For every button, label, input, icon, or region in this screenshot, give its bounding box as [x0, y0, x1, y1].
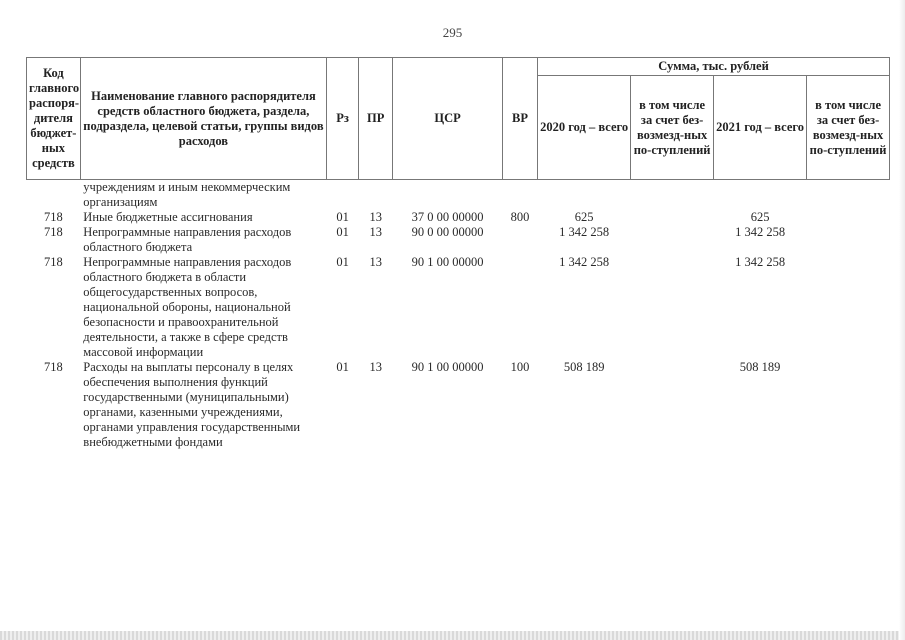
header-name: Наименование главного распорядителя средств областного бюджета, раздела, подраздела, целевой статьи, группы видов расходов — [80, 58, 326, 180]
cell-rz — [327, 180, 359, 211]
cell-pr: 13 — [369, 360, 382, 374]
table-header — [27, 58, 890, 180]
cell-name: Непрограммные направления расходов областного бюджета — [83, 225, 292, 254]
table-row — [27, 180, 890, 211]
cell-csr — [393, 180, 503, 211]
header-rz: Рз — [327, 58, 359, 180]
cell-sum-2020-free — [631, 210, 714, 225]
cell-name: Расходы на выплаты персоналу в целях обеспечения выполнения функций государственными (муниципальными) органами, казенными учреждениями, органами управления государственными внебюджетными фондами — [83, 360, 301, 449]
cell-rz: 01 — [336, 255, 349, 269]
cell-vr: 100 — [510, 360, 530, 374]
header-2021-free: в том числе за счет без-возмезд-ных по-ступлений — [807, 76, 890, 180]
table-row — [27, 360, 890, 450]
cell-sum-2020: 508 189 — [563, 360, 605, 374]
table-row — [27, 210, 890, 225]
cell-sum-2021-free — [807, 210, 890, 225]
cell-code: 718 — [44, 360, 63, 374]
cell-pr: 13 — [369, 210, 382, 224]
cell-rz: 01 — [336, 360, 349, 374]
cell-sum-2020: 625 — [574, 210, 594, 224]
header-sum-group: Сумма, тыс. рублей — [538, 58, 890, 76]
cell-sum-2021-free — [807, 255, 890, 360]
header-2020-free: в том числе за счет без-возмезд-ных по-ступлений — [631, 76, 714, 180]
cell-vr — [502, 255, 537, 360]
budget-table — [26, 57, 890, 450]
scan-edge-right — [899, 0, 905, 640]
scan-edge-bottom — [0, 631, 905, 640]
table-row — [27, 225, 890, 255]
cell-sum-2021: 1 342 258 — [735, 225, 786, 239]
cell-sum-2020-free — [631, 180, 714, 211]
cell-pr — [359, 180, 393, 211]
cell-sum-2020-free — [631, 225, 714, 255]
cell-pr: 13 — [369, 255, 382, 269]
cell-name: учреждениям и иным некоммерческим организациям — [83, 180, 291, 209]
cell-sum-2021: 625 — [750, 210, 770, 224]
cell-sum-2021: 1 342 258 — [735, 255, 786, 269]
cell-pr: 13 — [369, 225, 382, 239]
table-body — [27, 180, 890, 451]
cell-code — [27, 180, 81, 211]
cell-csr: 90 1 00 00000 — [411, 255, 484, 269]
cell-code: 718 — [44, 210, 63, 224]
cell-csr: 90 1 00 00000 — [411, 360, 484, 374]
cell-vr: 800 — [510, 210, 530, 224]
cell-name: Непрограммные направления расходов областного бюджета в области общегосударственных вопросов, национальной обороны, национальной безопасности и правоохранительной деятельности, а также в сфере средств массовой информации — [83, 255, 292, 359]
cell-vr — [502, 180, 537, 211]
header-vr: ВР — [502, 58, 537, 180]
cell-rz: 01 — [336, 210, 349, 224]
cell-sum-2020-free — [631, 360, 714, 450]
cell-sum-2021-free — [807, 180, 890, 211]
cell-vr — [502, 225, 537, 255]
header-code: Код главного распоря-дителя бюджет-ных средств — [27, 58, 81, 180]
cell-code: 718 — [44, 255, 63, 269]
cell-code: 718 — [44, 225, 63, 239]
cell-csr: 37 0 00 00000 — [411, 210, 484, 224]
cell-sum-2021: 508 189 — [739, 360, 781, 374]
table-row — [27, 255, 890, 360]
header-2020-total: 2020 год – всего — [538, 76, 631, 180]
header-csr: ЦСР — [393, 58, 503, 180]
cell-sum-2020-free — [631, 255, 714, 360]
cell-sum-2021-free — [807, 360, 890, 450]
cell-csr: 90 0 00 00000 — [411, 225, 484, 239]
cell-rz: 01 — [336, 225, 349, 239]
cell-name: Иные бюджетные ассигнования — [83, 210, 253, 224]
cell-sum-2020 — [538, 180, 631, 211]
page-number: 295 — [442, 25, 463, 40]
cell-sum-2020: 1 342 258 — [559, 255, 610, 269]
cell-sum-2021 — [714, 180, 807, 211]
header-2021-total: 2021 год – всего — [714, 76, 807, 180]
cell-sum-2021-free — [807, 225, 890, 255]
cell-sum-2020: 1 342 258 — [559, 225, 610, 239]
header-pr: ПР — [359, 58, 393, 180]
